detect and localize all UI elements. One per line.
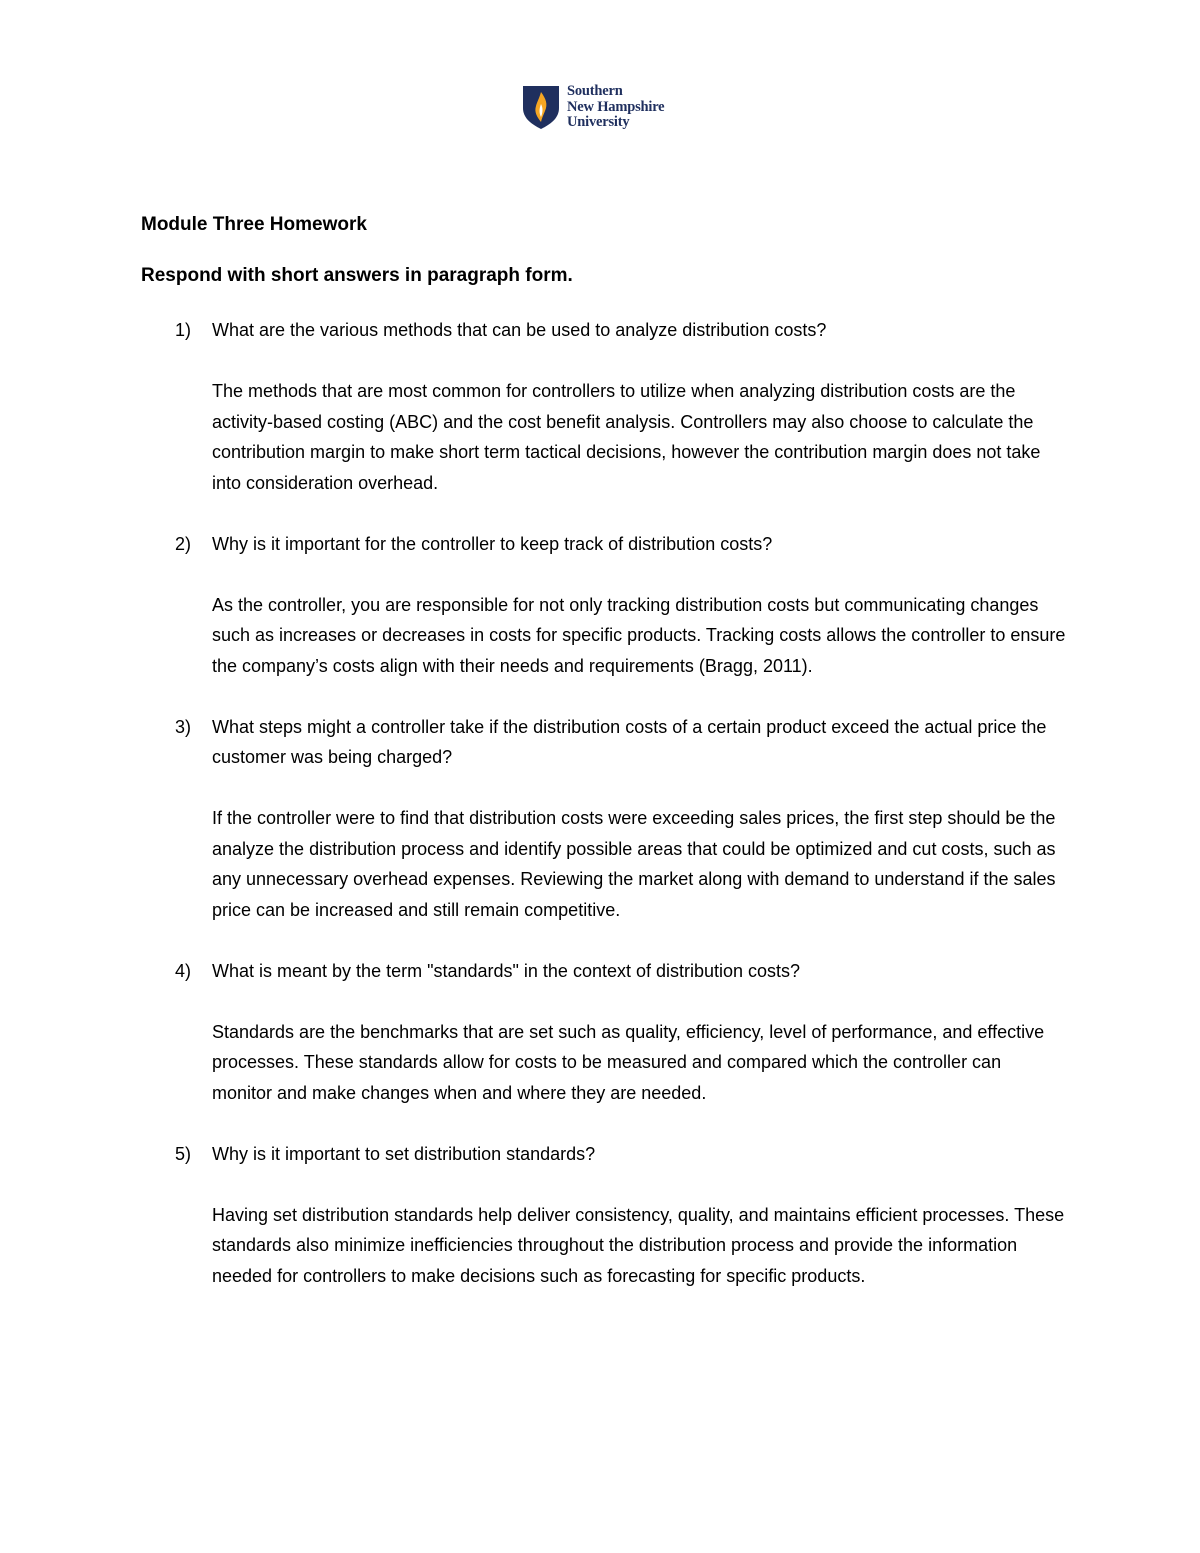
question-number: 1) bbox=[175, 320, 192, 340]
answer-paragraph: Having set distribution standards help deliver consistency, quality, and maintains efficient processes. These standards also minimize inefficiencies throughout the distribution process and provide the information needed for controllers to make decisions such as forecasting for specific products. bbox=[212, 1204, 1065, 1286]
answer-paragraph: As the controller, you are responsible for not only tracking distribution costs but communicating changes such as increases or decreases in costs for specific products. Tracking costs allows the controller to ensure the company’s costs align with their needs and requirements (Bragg, 2011). bbox=[212, 594, 1066, 676]
question-item-2 bbox=[141, 529, 1066, 682]
logo-line-1: Southern bbox=[567, 83, 623, 99]
question-item-3 bbox=[141, 712, 1066, 926]
logo-wordmark bbox=[567, 84, 664, 131]
question-item-5 bbox=[141, 1139, 1066, 1292]
question-text: What are the various methods that can be used to analyze distribution costs? bbox=[212, 320, 827, 340]
snhu-logo bbox=[521, 84, 664, 131]
answer-paragraph: Standards are the benchmarks that are set such as quality, efficiency, level of performance, and effective processes. These standards allow for costs to be measured and compared which the controller can monitor and make changes when and where they are needed. bbox=[212, 1021, 1045, 1103]
question-item-4 bbox=[141, 956, 1066, 1109]
question-number: 3) bbox=[175, 716, 192, 737]
snhu-shield-flame-icon bbox=[521, 84, 561, 130]
logo-line-2: New Hampshire bbox=[567, 98, 665, 115]
question-number: 4) bbox=[175, 960, 192, 981]
answer-paragraph: The methods that are most common for controllers to utilize when analyzing distribution costs are the activity-based costing (ABC) and the cost benefit analysis. Controllers may also choose to calculate the contribution margin to make short term tactical decisions, however the contribution margin does not take into consideration overhead. bbox=[212, 381, 1041, 493]
question-text: What steps might a controller take if the distribution costs of a certain product exceed the actual price the customer was being charged? bbox=[212, 716, 1047, 767]
question-list bbox=[141, 315, 1066, 1322]
question-number: 2) bbox=[175, 533, 192, 554]
question-item-1 bbox=[141, 315, 1066, 498]
question-text: Why is it important for the controller to keep track of distribution costs? bbox=[212, 533, 773, 554]
question-text: Why is it important to set distribution standards? bbox=[212, 1143, 596, 1164]
page-title: Module Three Homework bbox=[141, 214, 367, 235]
answer-paragraph: If the controller were to find that distribution costs were exceeding sales prices, the first step should be the analyze the distribution process and identify possible areas that could be optimized and cut costs, such as any unnecessary overhead expenses. Reviewing the market along with demand to understand if the sales price can be increased and still remain competitive. bbox=[212, 808, 1056, 920]
question-text: What is meant by the term "standards" in the context of distribution costs? bbox=[212, 960, 801, 981]
logo-line-3: University bbox=[567, 114, 630, 130]
question-number: 5) bbox=[175, 1143, 192, 1164]
instructions: Respond with short answers in paragraph form. bbox=[141, 265, 573, 286]
